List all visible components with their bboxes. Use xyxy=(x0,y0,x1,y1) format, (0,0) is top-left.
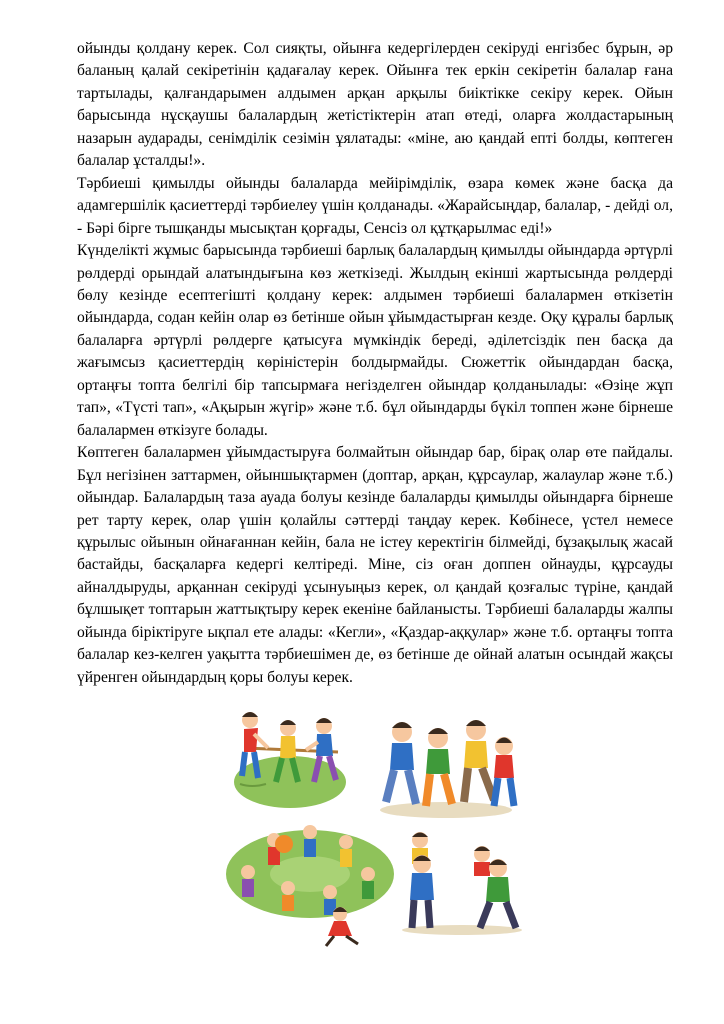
circle-game-icon xyxy=(218,822,396,948)
paragraph-4: Көптеген балалармен ұйымдастыруға болмайтын ойындар бар, бірақ олар өте пайдалы. Бұл негізінен заттармен, ойыншықтармен (доптар, арқан, құрсаулар, жалаулар және т.б.) ойындар. Балалардың таза ауада болуы кезінде балаларды қимылды ойындарға бірнеше рет тарту керек, олар үшін қолайлы сәттерді таңдау керек. Көбінесе, үстел немесе құрылыс ойынын ойнағаннан кейін, бала не істеу керектігін білмейді, бұзақылық жасай бастайды, басқаларға кедергі келтіреді. Міне, сіз оған доппен ойнауды, құрсауды айналдыруды, арқаннан секіруді ұсынуыңыз керек, ол қандай қозғалыс түріне, қандай бұлшықет топтарын жаттықтыру керек екеніне байланысты. Тәрбиеші балаларды жалпы ойында біріктіруге ықпал ете алады: «Кегли», «Қаздар-аққулар» және т.б. ортаңғы топта балалар кез-келген уақытта тәрбиешімен де, өз бетінше де ойнай алатын осындай жақсы үйренген ойындардың қоры болуы керек. xyxy=(77,444,673,686)
page-text xyxy=(77,38,673,689)
children-running-icon xyxy=(372,710,518,820)
paragraph-2: Тәрбиеші қимылды ойынды балаларда мейірімділік, өзара көмек және басқа да адамгершілік қасиеттерді тәрбиелеу үшін қолданады. «Жарайсыңдар, балалар, - дейді ол, - Бәрі бірге тышқанды мысықтан қорғады, Сенсіз ол құтқарылмас еді!» xyxy=(77,174,673,237)
paragraph-1: ойынды қолдану керек. Сол сияқты, ойынға кедергілерден секіруді енгізбес бұрын, әр баланың қалай секіретінін қадағалау керек. Ойынға тек еркін секіретін балалар ғана тартылады, қалғандарымен алдымен арқан арқылы биіктікке секіру керек. Ойын барысында нұсқаушы балалардың жетістіктерін атап өтеді, оларға жолдастарының назарын аударады, сенімділік сезімін ұялатады: «міне, аю қандай епті болды, көптеген балалар ұсталды!». xyxy=(77,40,673,170)
piggyback-game-icon xyxy=(398,828,526,936)
tug-of-war-icon xyxy=(232,702,344,810)
paragraph-3: Күнделікті жұмыс барысында тәрбиеші барлық балалардың қимылды ойындарда әртүрлі рөлдерді орындай алатындығына көз жеткізеді. Жылдың екінші жартысында рөлдерді бөлу кезінде есептегішті қолдану керек: алдымен тәрбиеші балалармен өткізетін ойындарда, содан кейін олар өз бетінше ойын ұйымдастырған кезде. Оқу құралы барлық балаларға әртүрлі рөлдерге қатысуға мүмкіндік береді, әділетсіздік пен басқа да жағымсыз қасиеттердің көріністерін болдырмайды. Сюжеттік ойындардан басқа, ортаңғы топта белгілі бір тапсырмаға негізделген ойындар қолданылады: «Өзіңе жұп тап», «Түсті тап», «Ақырын жүгір» және т.б. бұл ойындарды бүкіл топпен және бірнеше балалармен өткізуге болады. xyxy=(77,242,673,439)
